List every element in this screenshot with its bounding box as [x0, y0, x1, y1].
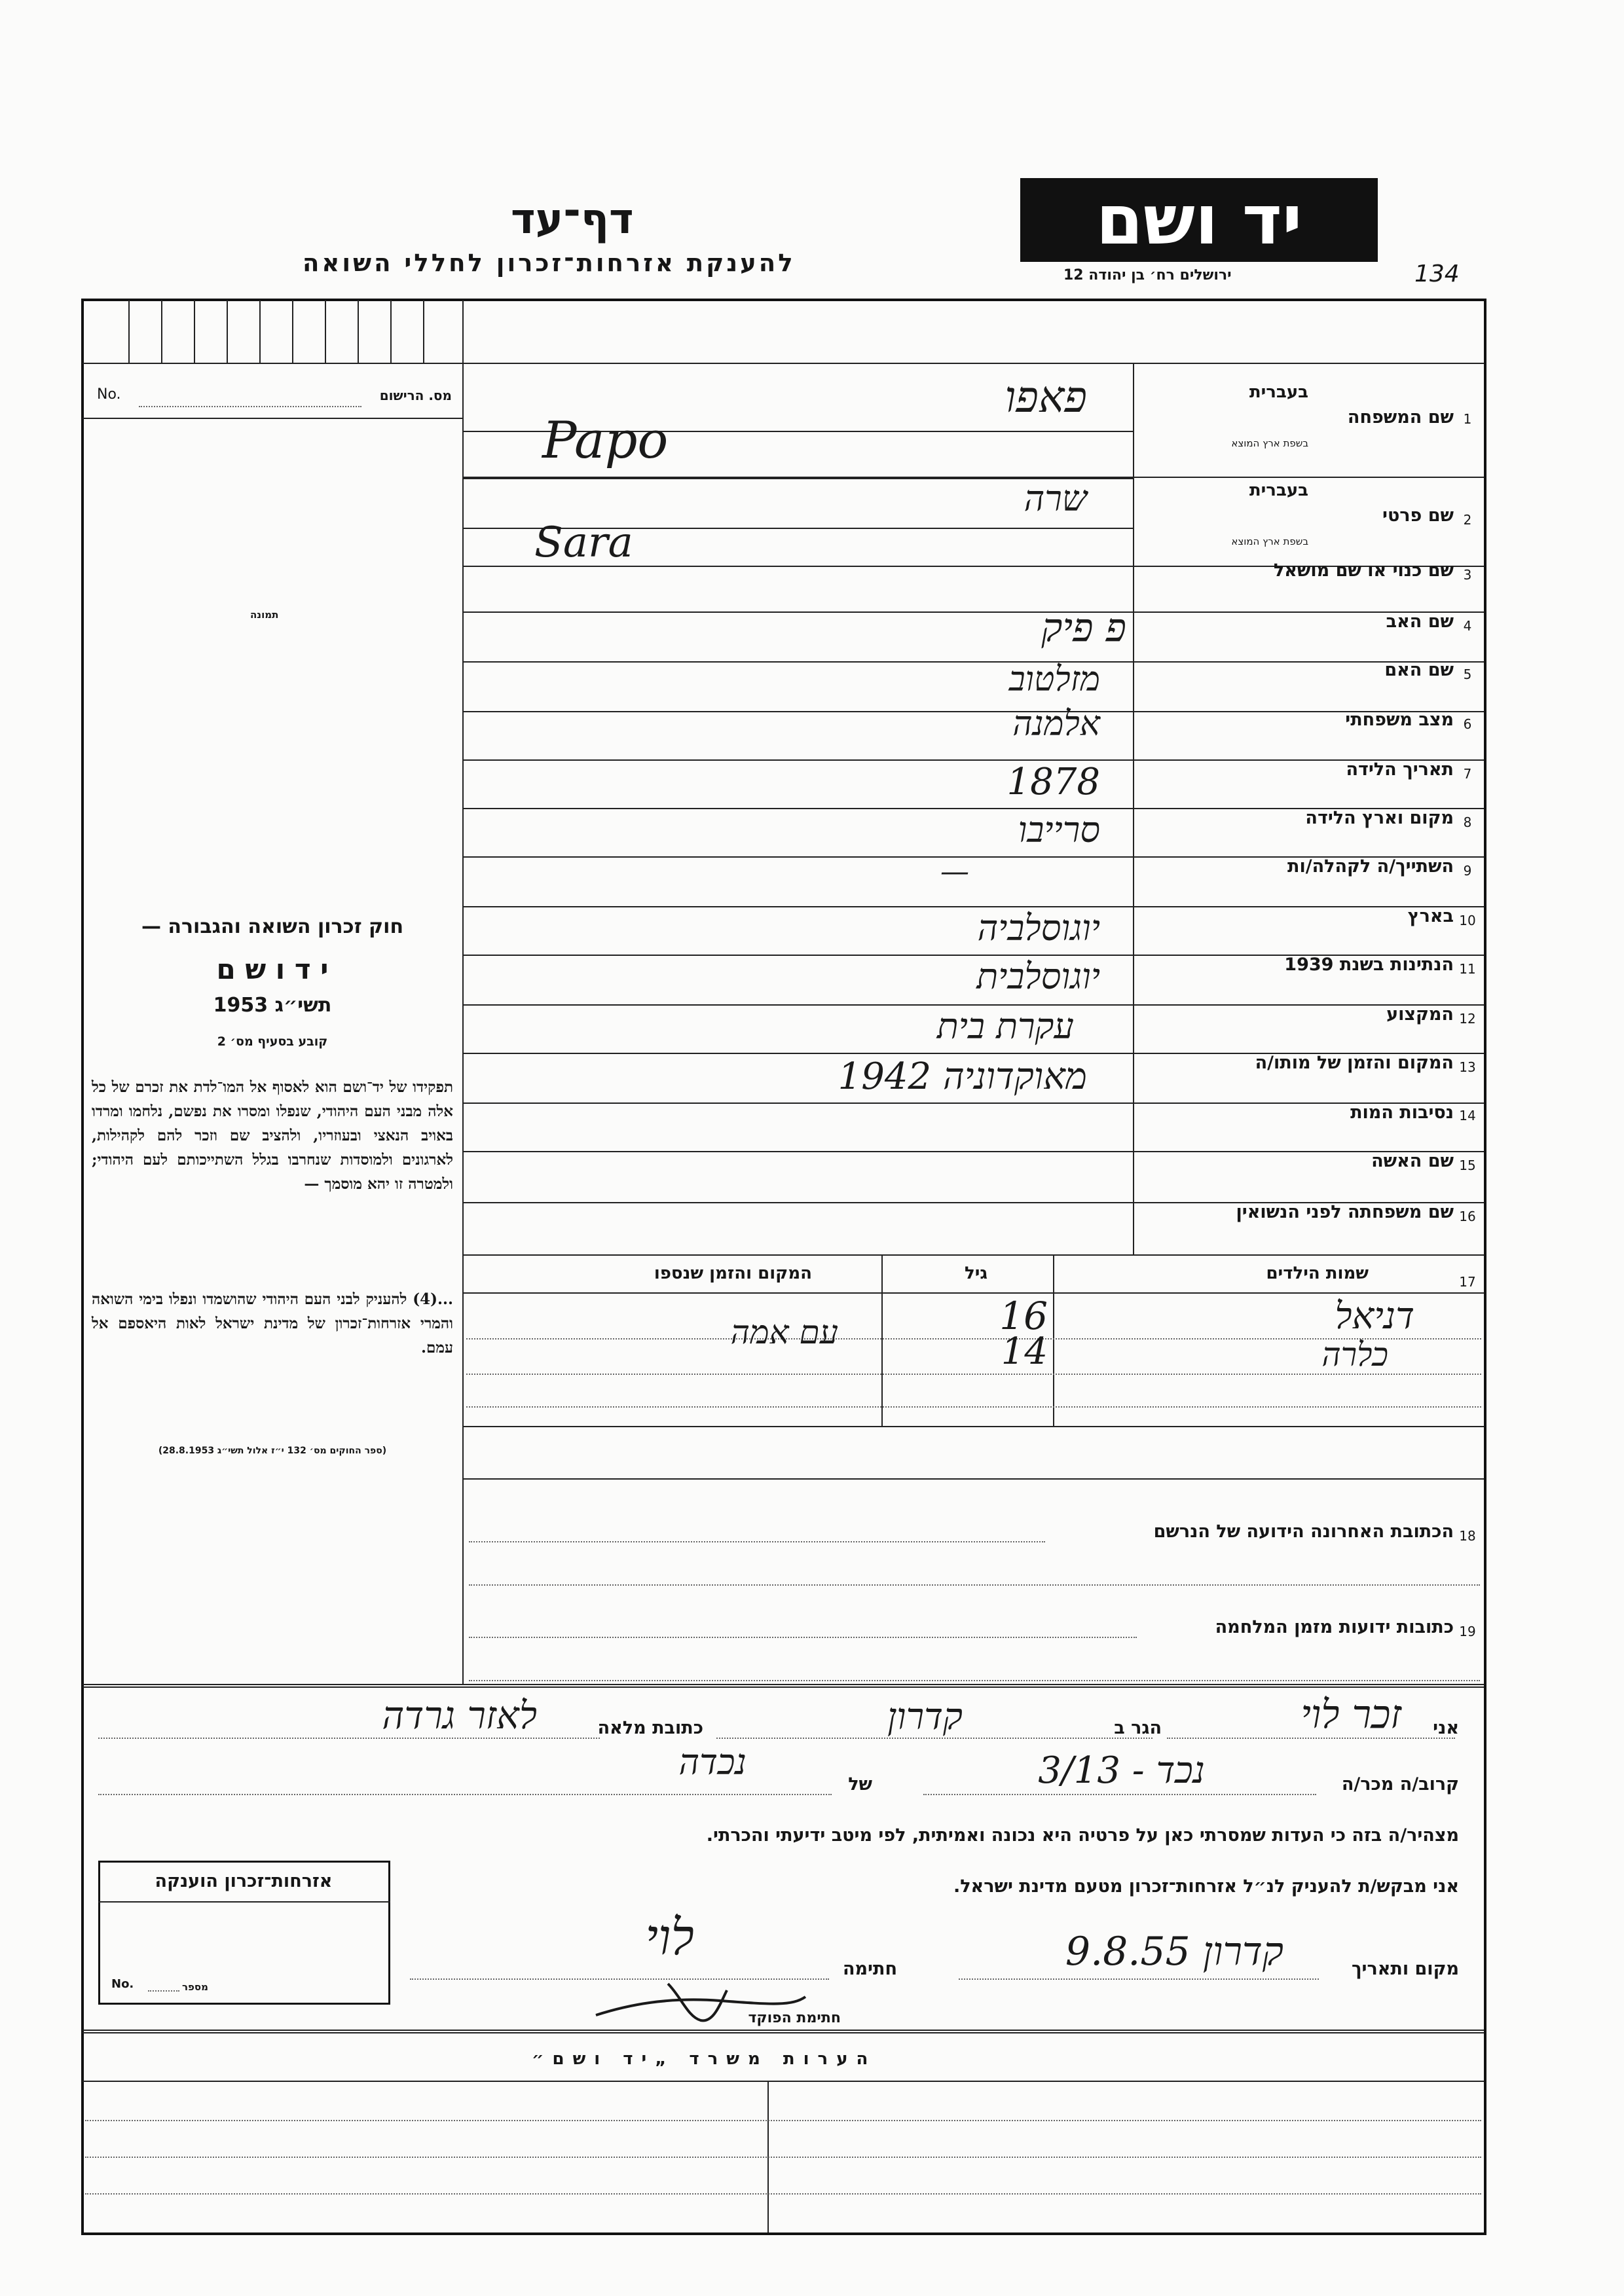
field-2-local-label: בשפת ארץ המוצא [1231, 536, 1308, 547]
decl-full-address[interactable]: לאזר גרדה [382, 1693, 537, 1738]
decl-of-value[interactable]: נכדה [678, 1741, 747, 1783]
photo-label: תמונה [250, 609, 279, 621]
field-14-label: נסיבות המות [1350, 1102, 1454, 1123]
field-5-number: 5 [1463, 666, 1472, 682]
official-signature-mark [589, 1977, 812, 2032]
field-15-number: 15 [1459, 1157, 1476, 1173]
field-11-label: הנתינות בשנת 1939 [1284, 955, 1454, 975]
decl-signature[interactable]: לוי [645, 1908, 694, 1966]
table-row-0-place[interactable]: עם אמה [730, 1313, 838, 1351]
field-13-number: 13 [1459, 1059, 1476, 1075]
decl-city[interactable]: קדרון [887, 1696, 963, 1738]
registration-no-input[interactable] [139, 406, 361, 407]
award-box-title: אזרחות־זכרון הוענקה [155, 1871, 333, 1891]
decl-declarant-name[interactable]: זכר לוי [1301, 1692, 1401, 1738]
field-12-number: 12 [1459, 1011, 1476, 1027]
field-6-number: 6 [1463, 716, 1472, 732]
form-subtitle: להענקת אזרחות־זכרון לחללי השואה [303, 249, 796, 277]
field-2-value-hebrew[interactable]: שרה [1024, 478, 1087, 519]
table-row-0-name[interactable]: דניאל [1335, 1295, 1414, 1338]
frame-right [1484, 299, 1486, 2234]
field-6-value[interactable]: אלמנה [1012, 704, 1100, 744]
label-column-divider [1133, 363, 1134, 1256]
field-1-hebrew-label: בעברית [1249, 382, 1308, 402]
decl-full-address-label: כתובת מלאה [597, 1718, 703, 1738]
decl-relation-label: קרוב/ה מכר/ה [1341, 1774, 1459, 1795]
children-col-place: המקום והזמן שנספו [654, 1264, 812, 1283]
field-1-value-hebrew[interactable]: פאפו [1005, 372, 1087, 422]
field-4-number: 4 [1463, 618, 1472, 634]
children-col-names: שמות הילדים [1266, 1264, 1369, 1283]
decl-place-date-label: מקום ותאריך [1351, 1959, 1459, 1979]
office-notes-title: הערות משרד „יד ושם״ [532, 2049, 877, 2069]
decl-statement-1: מצהיר/ה בזה כי העדות שמסרתי כאן על פרטיה היא נכונה ואמיתית, לפי מיטב ידיעתי והכרתי. [706, 1825, 1459, 1846]
office-notes-line-2[interactable] [85, 2157, 1481, 2158]
decl-relation[interactable]: נכד - 3/13 [1038, 1749, 1205, 1792]
award-box-no-label: No. [111, 1977, 134, 1991]
field-18-number: 18 [1459, 1528, 1476, 1544]
field-1-value-local[interactable]: Papo [542, 411, 669, 470]
field-5-value[interactable]: מזלטוב [1008, 660, 1100, 699]
field-8-number: 8 [1463, 814, 1472, 830]
registration-no-label: מס. הרישום [379, 388, 452, 403]
law-title: חוק זכרון השואה והגבורה — [141, 915, 404, 938]
field-10-label: בארץ [1407, 906, 1454, 926]
award-box-number-input[interactable] [148, 1990, 179, 1992]
children-field-number: 17 [1459, 1274, 1476, 1290]
field-9-number: 9 [1463, 863, 1472, 879]
field-1-number: 1 [1463, 411, 1472, 427]
field-2-number: 2 [1463, 512, 1472, 528]
law-text-main: תפקידו של יד־ושם הוא לאסוף אל המו־לדת את זכרם של כל אלה מבני העם היהודי, שנפלו ומסרו את נפשם, נלחמו ומרדו באויב הנאצי ובעוזריו, ולהציב שם וזכר להם לקהילות, לארגונים ולמוסדות שנחרבו בגלל השתייכותם לעם היהודי; ולמטרה זו יהא מוסמך — [92, 1078, 453, 1193]
yad-vashem-logo: יד ושם [1020, 178, 1378, 262]
field-4-label: שם האב [1386, 611, 1454, 632]
field-18-label: הכתובת האחרונה הידועה של הנרשם [1153, 1522, 1454, 1542]
field-16-label: שם משפחתה לפני הנשואין [1236, 1202, 1454, 1222]
institution-address: ירושלים רח׳ בן יהודה 12 [1063, 267, 1232, 283]
field-13-label: המקום והזמן של מותו/ה [1255, 1053, 1454, 1073]
top-strip-bottom [83, 363, 1484, 364]
field-1-label: שם המשפחה [1347, 407, 1454, 428]
field-7-label: תאריך הלידה [1346, 759, 1454, 780]
field-14-number: 14 [1459, 1108, 1476, 1123]
field-11-value[interactable]: יוגוסלבית [976, 956, 1100, 997]
law-year: תשי״ג 1953 [213, 994, 332, 1017]
left-column-divider [462, 363, 464, 1684]
children-col-age: גיל [964, 1264, 987, 1283]
decl-i-label: אני [1433, 1718, 1459, 1738]
office-notes-line-1[interactable] [85, 2120, 1481, 2121]
field-7-value[interactable]: 1878 [1006, 761, 1100, 803]
field-1-local-label: בשפת ארץ המוצא [1231, 437, 1308, 449]
law-clause-ref: קובע בסעיף מס׳ 2 [217, 1034, 328, 1049]
decl-place-date[interactable]: קדרון 9.8.55 [1065, 1929, 1283, 1975]
law-text-clause: ...(4) להעניק לבני העם היהודי שהושמדו ונפלו בימי השואה והמרי אזרחות־זכרון של מדינת ישראל לאות היאספם אל עמם. [92, 1290, 453, 1357]
field-2-value-local[interactable]: Sara [534, 519, 633, 567]
field-11-number: 11 [1459, 961, 1476, 977]
field-2-label: שם פרטי [1382, 505, 1454, 526]
table-row-1-age[interactable]: 14 [1001, 1330, 1048, 1373]
field-19-input[interactable] [469, 1637, 1137, 1638]
law-name: י ד ו ש ם [216, 953, 329, 985]
form-title: דף־עד [511, 195, 634, 244]
frame-left [81, 299, 84, 2234]
decl-of-label: של [848, 1774, 872, 1795]
law-citation: (ספר החוקים מס׳ 132 י״ז אלול תשי״ג 28.8.1953) [158, 1446, 387, 1456]
field-3-label: שם כנוי או שם מושאל [1273, 560, 1454, 581]
field-19-number: 19 [1459, 1624, 1476, 1639]
field-4-value[interactable]: פ פיק [1041, 605, 1126, 651]
field-15-label: שם האשה [1371, 1151, 1454, 1171]
field-19-label: כתובות ידועות מזמן המלחמה [1215, 1617, 1454, 1637]
registration-no-prefix: No. [97, 386, 121, 403]
decl-resides-label: הגר ב [1114, 1718, 1162, 1738]
field-10-value[interactable]: יוגוסלביה [977, 907, 1100, 949]
frame-bottom [81, 2232, 1486, 2235]
field-10-number: 10 [1459, 913, 1476, 928]
field-7-number: 7 [1463, 766, 1472, 782]
field-8-label: מקום וארץ הלידה [1305, 808, 1454, 828]
award-box-number-label: מספר [182, 1981, 208, 1993]
field-9-value[interactable]: — [940, 855, 969, 888]
field-8-value[interactable]: סרייבו [1018, 809, 1100, 850]
field-18-input[interactable] [469, 1541, 1045, 1542]
field-13-value[interactable]: מאוקדוניה 1942 [838, 1055, 1087, 1098]
official-signature-label: חתימת הפוקד [748, 2010, 841, 2026]
field-12-value[interactable]: עקרת בית [936, 1006, 1074, 1047]
field-2-hebrew-label: בעברית [1249, 481, 1308, 500]
office-notes-line-3[interactable] [85, 2193, 1481, 2195]
decl-signature-label: חתימה [842, 1959, 897, 1979]
table-row-0-age[interactable]: 16 [999, 1294, 1048, 1338]
field-9-label: השתייך/ה לקהלה/ות [1287, 856, 1454, 877]
page-number: 134 [1414, 261, 1460, 287]
field-3-number: 3 [1463, 567, 1472, 583]
decl-statement-2: אני מבקש/ת להעניק לנ״ל אזרחות־זכרון מטעם מדינת ישראל. [953, 1876, 1459, 1897]
table-row-1-name[interactable]: כלרה [1321, 1336, 1388, 1374]
field-12-label: המקצוע [1386, 1004, 1454, 1025]
field-5-label: שם האם [1384, 660, 1454, 680]
field-6-label: מצב משפחתי [1345, 710, 1454, 730]
field-16-number: 16 [1459, 1209, 1476, 1224]
